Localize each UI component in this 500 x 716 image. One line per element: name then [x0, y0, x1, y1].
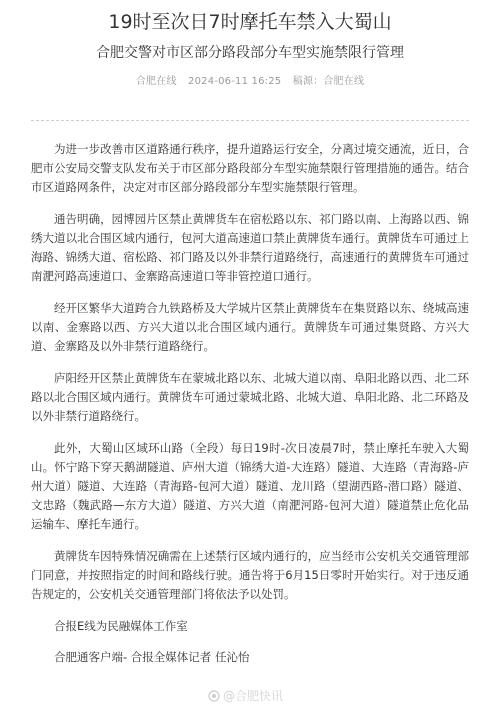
- body-paragraph: 通告明确，园博园片区禁止黄牌货车在宿松路以东、祁门路以南、上海路以西、锦绣大道以北合围区域内通行，包河大道高速道口禁止黄牌货车通行。黄牌货车可通过上海路、锦绣大道、宿松路、祁门路及以外非禁行道路绕行，高速通行的黄牌货车可通过南淝河路高速道口、金寨路高速道口等非管控道口通行。: [31, 212, 469, 283]
- article-meta: [0, 75, 500, 89]
- watermark-text: @合肥快讯: [223, 689, 284, 703]
- header-divider: [31, 120, 469, 121]
- article-body: [31, 140, 469, 679]
- body-paragraph: 经开区繁华大道跨合九铁路桥及大学城片区禁止黄牌货车在集贤路以东、绕城高速以南、金寨路以西、方兴大道以北合围区域内通行。黄牌货车可通过集贤路、方兴大道、金寨路及以外非禁行道路绕行。: [31, 301, 469, 353]
- body-paragraph: 庐阳经开区禁止黄牌货车在蒙城北路以东、北城大道以南、阜阳北路以西、北二环路以北合围区域内通行。黄牌货车可通过蒙城北路、北城大道、阜阳北路、北二环路及以外非禁行道路绕行。: [31, 371, 469, 423]
- article-subtitle: 合肥交警对市区部分路段部分车型实施禁限行管理: [96, 45, 404, 61]
- watermark: [208, 687, 283, 704]
- meta-datetime: 2024-06-11 16:25: [188, 76, 282, 87]
- footer-studio: 合报E线为民融媒体工作室: [54, 619, 188, 633]
- body-paragraph: 为进一步改善市区道路通行秩序，提升道路运行安全，分离过境交通流，近日，合肥市公安局交警支队发布关于市区部分路段部分车型实施禁限行管理措施的通告。结合市区道路网条件，决定对市区部分路段部分车型实施禁限行管理。: [31, 142, 469, 194]
- body-paragraph: 此外，大蜀山区域环山路（全段）每日19时-次日凌晨7时，禁止摩托车驶入大蜀山。怀宁路下穿天鹅湖隧道、庐州大道（锦绣大道-大连路）隧道、大连路（青海路-庐州大道）隧道、大连路（青海路-包河大道）隧道、龙川路（望湖西路-潜口路）隧道、文忠路（魏武路—东方大道）隧道、方兴大道（南淝河路-包河大道）隧道禁止危化品运输车、摩托车通行。: [31, 441, 469, 531]
- meta-origin[interactable]: 稿源：合肥在线: [292, 76, 365, 87]
- meta-source-link[interactable]: 合肥在线: [135, 76, 177, 87]
- body-paragraph: 黄牌货车因特殊情况确需在上述禁行区域内通行的，应当经市公安机关交通管理部门同意，并按照指定的时间和路线行驶。通告将于6月15日零时开始实行。对于违反通告规定的，公安机关交通管理部门将依法予以处罚。: [31, 549, 469, 601]
- footer-reporter: 合肥通客户端- 合报全媒体记者 任沁怡: [54, 650, 250, 664]
- article-header: [0, 0, 500, 89]
- article-title: 19时至次日7时摩托车禁入大蜀山: [108, 11, 392, 33]
- weibo-icon: [208, 690, 220, 702]
